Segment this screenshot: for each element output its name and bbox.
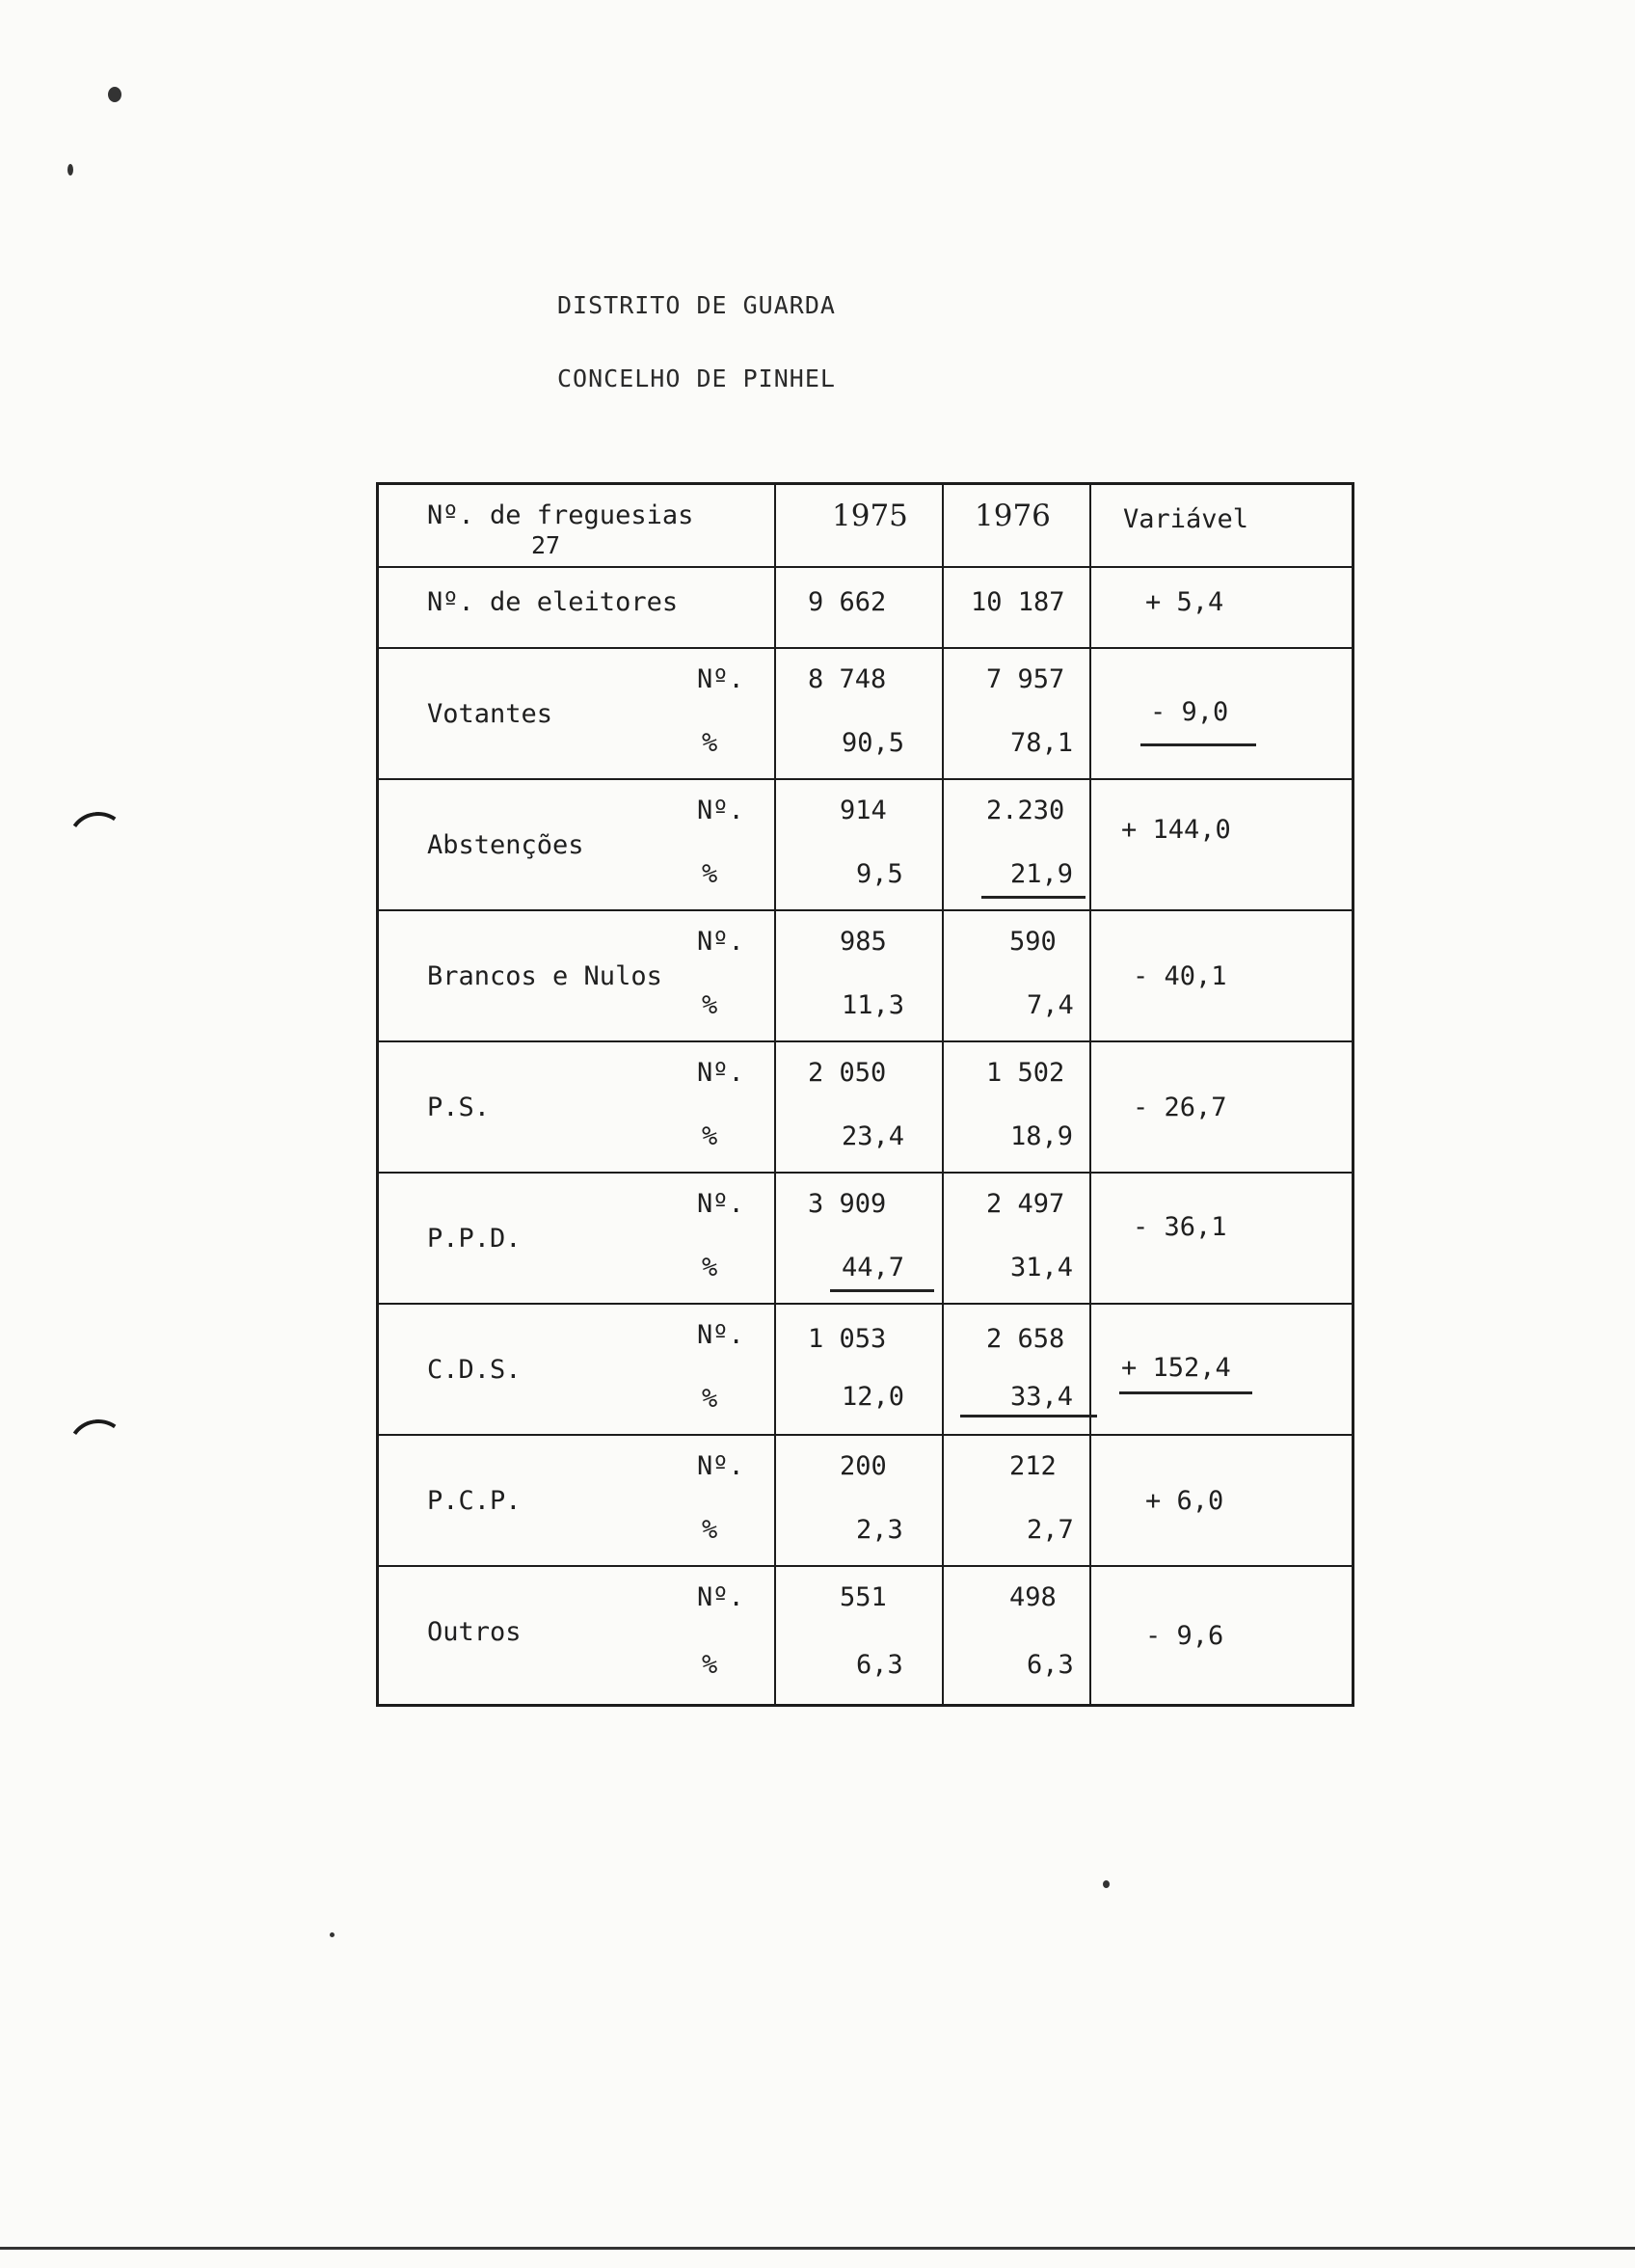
count-sublabel: Nº. bbox=[697, 1189, 744, 1219]
count-1975: 8 748 bbox=[808, 664, 887, 694]
row-label: P.P.D. bbox=[427, 1224, 522, 1254]
scan-speck bbox=[108, 87, 121, 102]
row-label: Nº. de eleitores bbox=[427, 587, 679, 617]
table-row bbox=[379, 778, 1352, 911]
hole-punch-mark bbox=[63, 1415, 134, 1486]
count-1975: 200 bbox=[840, 1451, 887, 1481]
percent-1976: 78,1 bbox=[1010, 728, 1074, 758]
count-sublabel: Nº. bbox=[697, 1320, 744, 1350]
count-1976: 2.230 bbox=[986, 796, 1065, 825]
hole-punch-mark bbox=[63, 807, 134, 878]
count-1975: 1 053 bbox=[808, 1324, 887, 1354]
variation-value: - 40,1 bbox=[1133, 961, 1227, 991]
percent-1975: 9,5 bbox=[856, 859, 903, 889]
variation-value: + 152,4 bbox=[1121, 1353, 1231, 1383]
freguesias-count: 27 bbox=[531, 531, 561, 559]
row-label: P.C.P. bbox=[427, 1486, 522, 1516]
percent-sublabel: % bbox=[702, 1384, 718, 1414]
percent-sublabel: % bbox=[702, 1515, 718, 1545]
percent-1976: 21,9 bbox=[1010, 859, 1074, 889]
percent-1976: 6,3 bbox=[1027, 1650, 1074, 1680]
count-1976: 498 bbox=[1009, 1582, 1057, 1612]
variable-header: Variável bbox=[1123, 504, 1249, 534]
count-1975: 551 bbox=[840, 1582, 887, 1612]
freguesias-label: Nº. de freguesias bbox=[427, 500, 694, 530]
district-title: DISTRITO DE GUARDA bbox=[557, 291, 836, 319]
table-row bbox=[379, 1303, 1352, 1436]
count-1975: 985 bbox=[840, 927, 887, 957]
underline-mark bbox=[981, 896, 1086, 899]
row-label: C.D.S. bbox=[427, 1355, 522, 1385]
value-1976: 10 187 bbox=[971, 587, 1065, 617]
count-sublabel: Nº. bbox=[697, 796, 744, 825]
table-row bbox=[379, 909, 1352, 1042]
scan-speck bbox=[67, 164, 73, 176]
count-sublabel: Nº. bbox=[697, 1451, 744, 1481]
year-1975-header: 1975 bbox=[832, 499, 908, 533]
count-sublabel: Nº. bbox=[697, 664, 744, 694]
percent-1975: 11,3 bbox=[842, 990, 905, 1020]
percent-1975: 90,5 bbox=[842, 728, 905, 758]
percent-1975: 12,0 bbox=[842, 1382, 905, 1412]
variation-value: - 26,7 bbox=[1133, 1093, 1227, 1122]
count-sublabel: Nº. bbox=[697, 927, 744, 957]
count-1975: 2 050 bbox=[808, 1058, 887, 1088]
variation-value: + 5,4 bbox=[1145, 587, 1224, 617]
table-row bbox=[379, 1434, 1352, 1567]
percent-1976: 18,9 bbox=[1010, 1121, 1074, 1151]
count-1976: 2 658 bbox=[986, 1324, 1065, 1354]
underline-mark bbox=[1119, 1391, 1252, 1394]
municipality-title: CONCELHO DE PINHEL bbox=[557, 364, 836, 392]
count-1976: 1 502 bbox=[986, 1058, 1065, 1088]
percent-1976: 2,7 bbox=[1027, 1515, 1074, 1545]
percent-sublabel: % bbox=[702, 1121, 718, 1151]
page-bottom-rule bbox=[0, 2247, 1635, 2250]
row-label: P.S. bbox=[427, 1093, 491, 1122]
row-label: Outros bbox=[427, 1617, 522, 1647]
percent-sublabel: % bbox=[702, 728, 718, 758]
count-1976: 590 bbox=[1009, 927, 1057, 957]
value-1975: 9 662 bbox=[808, 587, 887, 617]
percent-1975: 23,4 bbox=[842, 1121, 905, 1151]
percent-sublabel: % bbox=[702, 859, 718, 889]
percent-1975: 6,3 bbox=[856, 1650, 903, 1680]
percent-sublabel: % bbox=[702, 1650, 718, 1680]
count-1975: 3 909 bbox=[808, 1189, 887, 1219]
table-row bbox=[379, 1565, 1352, 1706]
variation-value: - 9,6 bbox=[1145, 1621, 1224, 1651]
count-sublabel: Nº. bbox=[697, 1582, 744, 1612]
percent-sublabel: % bbox=[702, 1253, 718, 1282]
underline-mark bbox=[960, 1415, 1097, 1418]
variation-value: - 36,1 bbox=[1133, 1212, 1227, 1242]
underline-mark bbox=[1140, 743, 1256, 746]
percent-1975: 2,3 bbox=[856, 1515, 903, 1545]
row-label: Votantes bbox=[427, 699, 553, 729]
year-1976-header: 1976 bbox=[975, 499, 1051, 533]
percent-1976: 33,4 bbox=[1010, 1382, 1074, 1412]
header-row bbox=[379, 485, 1352, 566]
scan-speck bbox=[330, 1932, 335, 1937]
count-1976: 212 bbox=[1009, 1451, 1057, 1481]
election-results-table bbox=[376, 482, 1354, 1707]
variation-value: + 6,0 bbox=[1145, 1486, 1224, 1516]
table-row bbox=[379, 566, 1352, 649]
table-row bbox=[379, 1040, 1352, 1174]
scan-speck bbox=[1103, 1880, 1110, 1888]
percent-1976: 7,4 bbox=[1027, 990, 1074, 1020]
table-row bbox=[379, 1172, 1352, 1305]
percent-1976: 31,4 bbox=[1010, 1253, 1074, 1282]
table-row bbox=[379, 647, 1352, 780]
row-label: Abstenções bbox=[427, 830, 584, 860]
row-label: Brancos e Nulos bbox=[427, 961, 662, 991]
variation-value: - 9,0 bbox=[1150, 697, 1229, 727]
count-1976: 7 957 bbox=[986, 664, 1065, 694]
variation-value: + 144,0 bbox=[1121, 815, 1231, 845]
count-1975: 914 bbox=[840, 796, 887, 825]
percent-1975: 44,7 bbox=[842, 1253, 905, 1282]
count-sublabel: Nº. bbox=[697, 1058, 744, 1088]
underline-mark bbox=[830, 1289, 934, 1292]
count-1976: 2 497 bbox=[986, 1189, 1065, 1219]
percent-sublabel: % bbox=[702, 990, 718, 1020]
